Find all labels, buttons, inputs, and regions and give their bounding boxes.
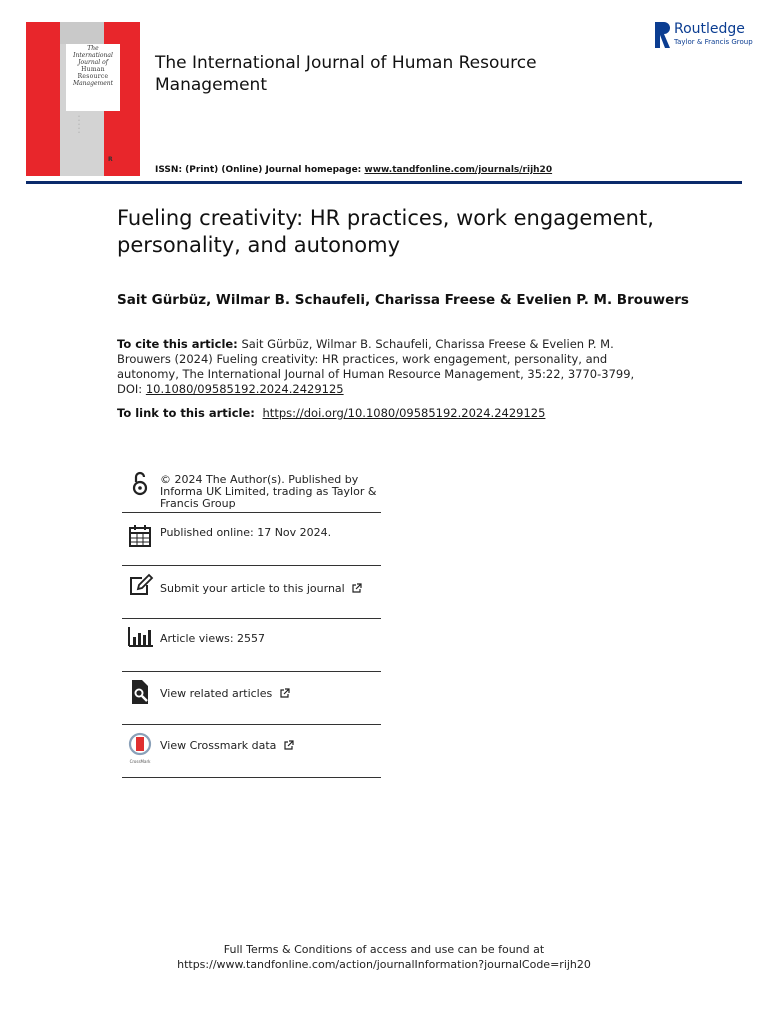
submit-article-text: Submit your article to this journal [160, 582, 345, 595]
open-access-icon [126, 470, 154, 498]
crossmark-row[interactable] [122, 732, 381, 780]
crossmark-badge-icon [126, 732, 154, 756]
footer-terms [0, 942, 768, 972]
crossmark-icon [126, 732, 154, 762]
cover-text-line: The [87, 45, 99, 52]
cover-title-box [66, 44, 120, 111]
published-row [122, 520, 381, 566]
publisher-name: Routledge [674, 21, 745, 37]
external-link-icon [280, 688, 290, 698]
citation-text: Sait Gürbüz, Wilmar B. Schaufeli, Charissa Freese & Evelien P. M. Brouwers (2024) Fueling creativity: HR practices, work engagement, personality, and autonomy, The International Journal of Human Resource Management, 35:22, 3770-3799, DOI: [117, 337, 635, 396]
external-link-icon [352, 583, 362, 593]
calendar-icon [126, 522, 154, 550]
cover-text-line: Journal of [78, 59, 108, 66]
footer-url[interactable]: https://www.tandfonline.com/action/journalInformation?journalCode=rijh20 [177, 958, 591, 971]
open-access-row [122, 470, 381, 514]
cover-text-line: International [73, 52, 113, 59]
external-link-icon [284, 740, 294, 750]
search-document-icon [126, 678, 154, 706]
crossmark-link[interactable] [160, 740, 385, 752]
article-authors: Sait Gürbüz, Wilmar B. Schaufeli, Charissa Freese & Evelien P. M. Brouwers [117, 292, 689, 308]
journal-title: The International Journal of Human Resource Management [155, 53, 537, 95]
submit-row[interactable] [122, 572, 381, 620]
issn-line [155, 165, 552, 175]
panel-divider [122, 565, 381, 566]
related-articles-text: View related articles [160, 687, 273, 700]
article-link-label: To link to this article: [117, 406, 255, 420]
article-title: Fueling creativity: HR practices, work engagement, personality, and autonomy [117, 206, 654, 257]
panel-divider [122, 777, 381, 778]
journal-homepage-link[interactable]: www.tandfonline.com/journals/rijh20 [364, 165, 553, 175]
panel-divider [122, 512, 381, 513]
issn-label: ISSN: (Print) (Online) Journal homepage: [155, 165, 362, 175]
panel-divider [122, 671, 381, 672]
panel-divider [122, 724, 381, 725]
cover-small-print: • • • • • [78, 114, 80, 134]
cover-text-line: Management [72, 80, 114, 87]
related-articles-link[interactable] [160, 688, 385, 700]
crossmark-icon-label: CrossMark [129, 759, 151, 764]
header-divider [26, 181, 742, 184]
citation-block [117, 337, 657, 397]
open-access-text: © 2024 The Author(s). Published by Informa UK Limited, trading as Taylor & Francis Group [160, 473, 377, 510]
cover-spine-band [60, 22, 104, 44]
publisher-subtitle: Taylor & Francis Group [674, 38, 753, 46]
footer-line: Full Terms & Conditions of access and use can be found at [223, 943, 545, 956]
cover-text-line: Human [81, 66, 105, 73]
article-doi-link[interactable]: https://doi.org/10.1080/09585192.2024.2429125 [262, 406, 546, 420]
bar-chart-icon [126, 624, 154, 652]
citation-label: To cite this article: [117, 337, 238, 351]
routledge-logo-icon [654, 22, 670, 48]
panel-divider [122, 618, 381, 619]
edit-icon [126, 572, 154, 600]
cover-text-line: Resource [77, 73, 109, 80]
citation-doi-link[interactable]: 10.1080/09585192.2024.2429125 [145, 382, 344, 396]
published-date-text: Published online: 17 Nov 2024. [160, 526, 332, 539]
publisher-logo[interactable] [654, 20, 753, 52]
views-row [122, 624, 381, 672]
crossmark-text: View Crossmark data [160, 739, 277, 752]
article-views-text: Article views: 2557 [160, 632, 266, 645]
submit-article-link[interactable] [160, 583, 385, 595]
article-link-block [117, 406, 677, 420]
journal-cover-image [26, 22, 140, 176]
related-row[interactable] [122, 678, 381, 726]
cover-publisher-logo: R [108, 156, 113, 163]
